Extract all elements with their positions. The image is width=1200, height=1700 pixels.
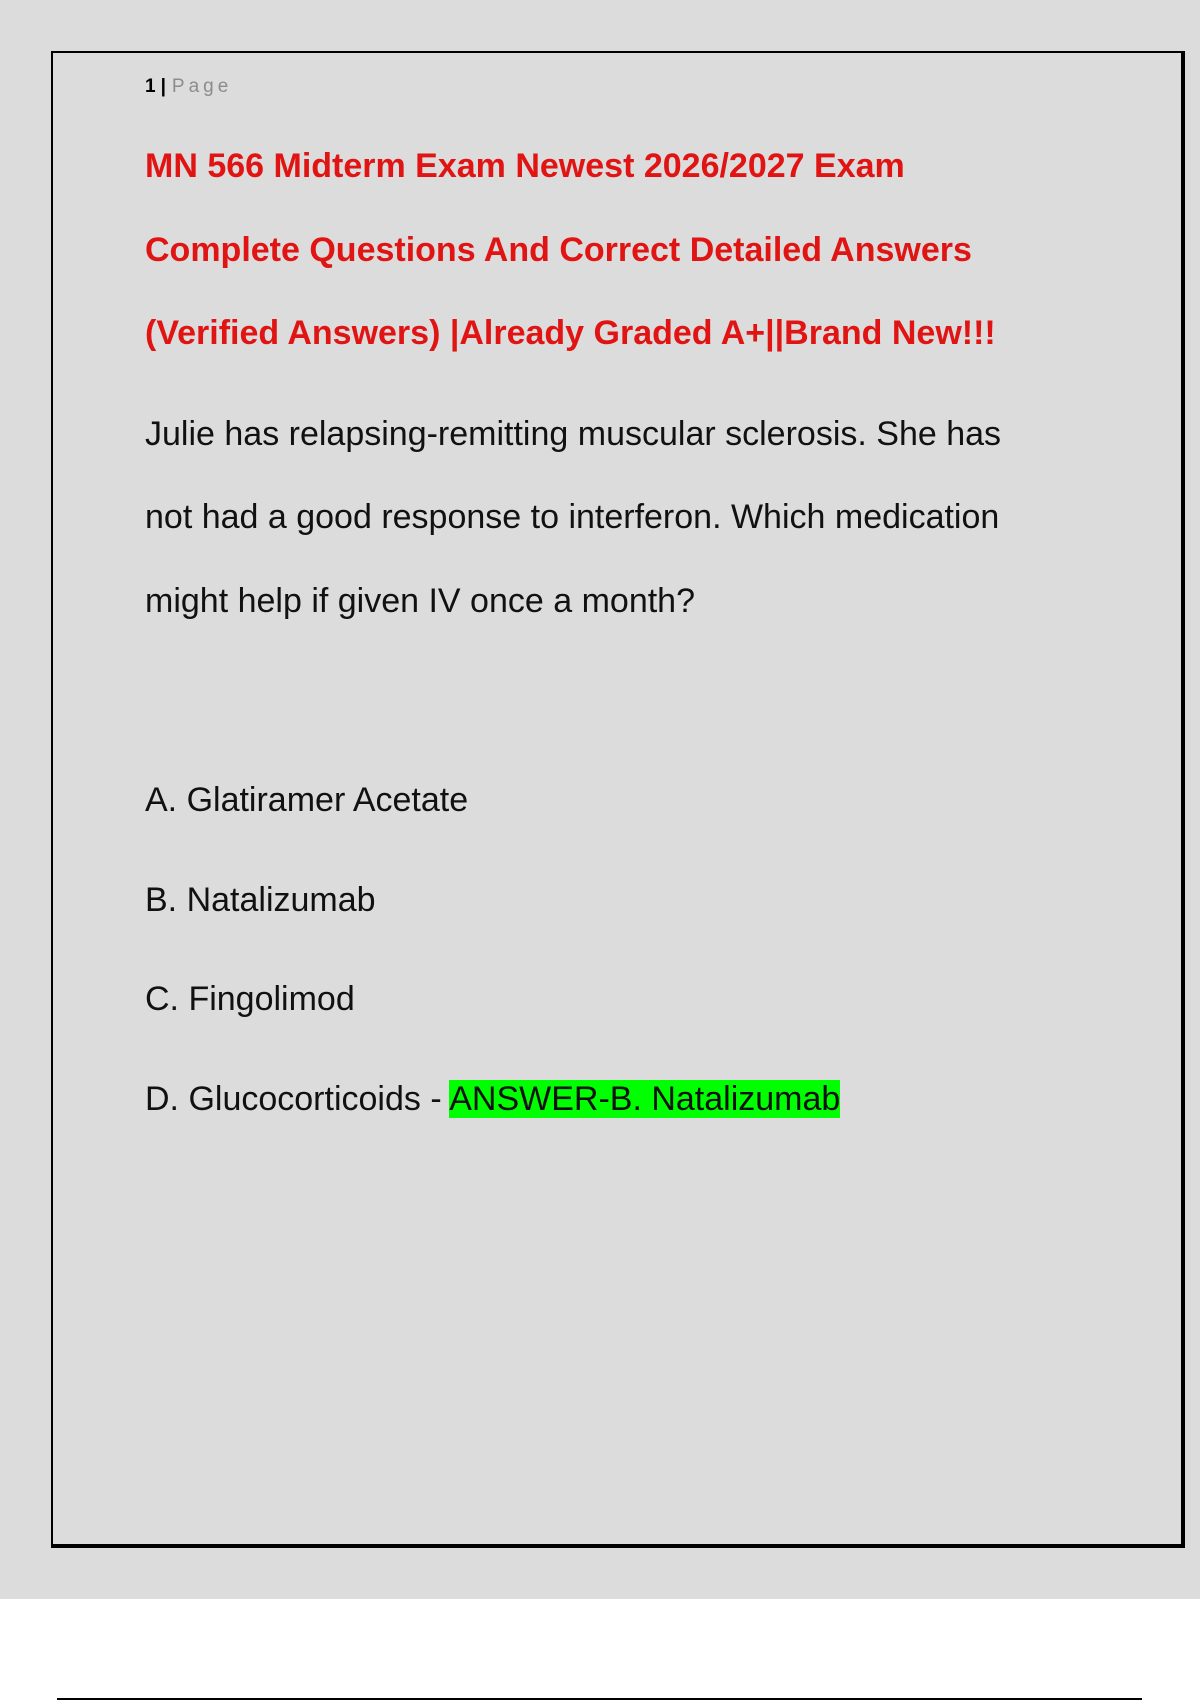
- document-title-line-2: Complete Questions And Correct Detailed Answers: [145, 231, 972, 269]
- option-c: C. Fingolimod: [145, 980, 355, 1018]
- option-d: D. Glucocorticoids -: [145, 1080, 450, 1118]
- option-a: A. Glatiramer Acetate: [145, 781, 469, 819]
- document-title-line-1: MN 566 Midterm Exam Newest 2026/2027 Exam: [145, 147, 905, 185]
- page-header: [145, 75, 232, 99]
- page-separator: |: [160, 76, 166, 97]
- question-line-1: Julie has relapsing-remitting muscular sclerosis. She has: [145, 415, 1002, 453]
- option-b: B. Natalizumab: [145, 881, 376, 919]
- question-line-2: not had a good response to interferon. Which medication: [145, 498, 1000, 536]
- page-label: Page: [171, 76, 233, 97]
- question-line-3: might help if given IV once a month?: [145, 582, 695, 620]
- page-number: 1: [145, 76, 156, 97]
- answer-highlight: ANSWER-B. Natalizumab: [449, 1080, 841, 1118]
- option-d-line: [145, 1078, 840, 1120]
- document-title-line-3: (Verified Answers) |Already Graded A+||Brand New!!!: [145, 314, 996, 352]
